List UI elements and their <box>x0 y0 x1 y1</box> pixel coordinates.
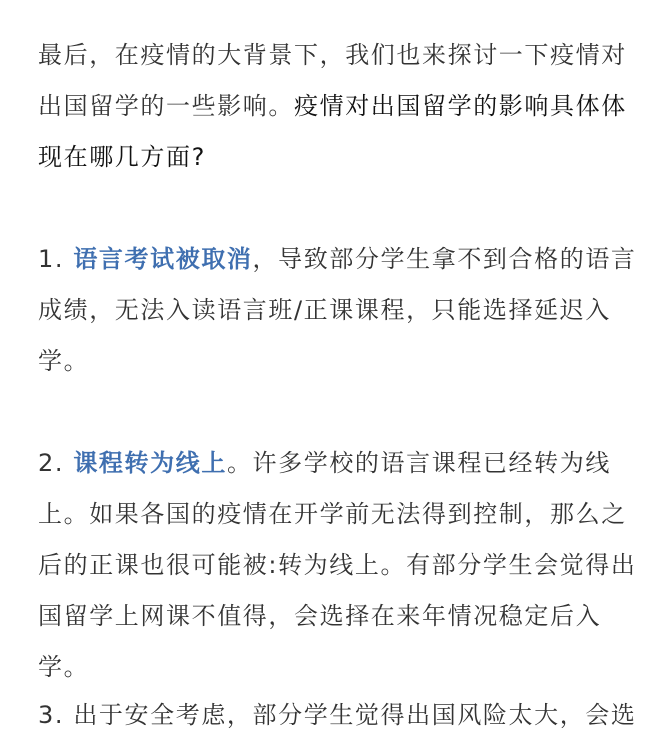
point-1-heading: 语言考试被取消 <box>73 245 253 273</box>
point-2-body: 。许多学校的语言课程已经转为线上。如果各国的疫情在开学前无法得到控制，那么之后的正课也很可能被:转为线上。有部分学生会觉得出国留学上网课不值得，会选择在来年情况稳定后入学。 <box>38 449 637 681</box>
point-1-paragraph <box>38 234 638 387</box>
point-1-body: ，导致部分学生拿不到合格的语言成绩，无法入读语言班/正课课程，只能选择延迟入学。 <box>38 245 637 375</box>
point-2-heading: 课程转为线上 <box>73 449 227 477</box>
intro-paragraph <box>38 30 638 183</box>
point-1-number: 1. <box>38 245 74 273</box>
intro-text: 最后，在疫情的大背景下，我们也来探讨一下疫情对出国留学的一些影响。 <box>38 41 627 120</box>
point-3-partial-line: 3. 出于安全考虑，部分学生觉得出国风险太大，会选 <box>38 701 637 729</box>
article-body <box>38 30 638 693</box>
point-2-number: 2. <box>38 449 74 477</box>
intro-question: 疫情对出国留学的影响具体体现在哪几方面? <box>38 92 627 171</box>
point-2-paragraph <box>38 438 638 693</box>
